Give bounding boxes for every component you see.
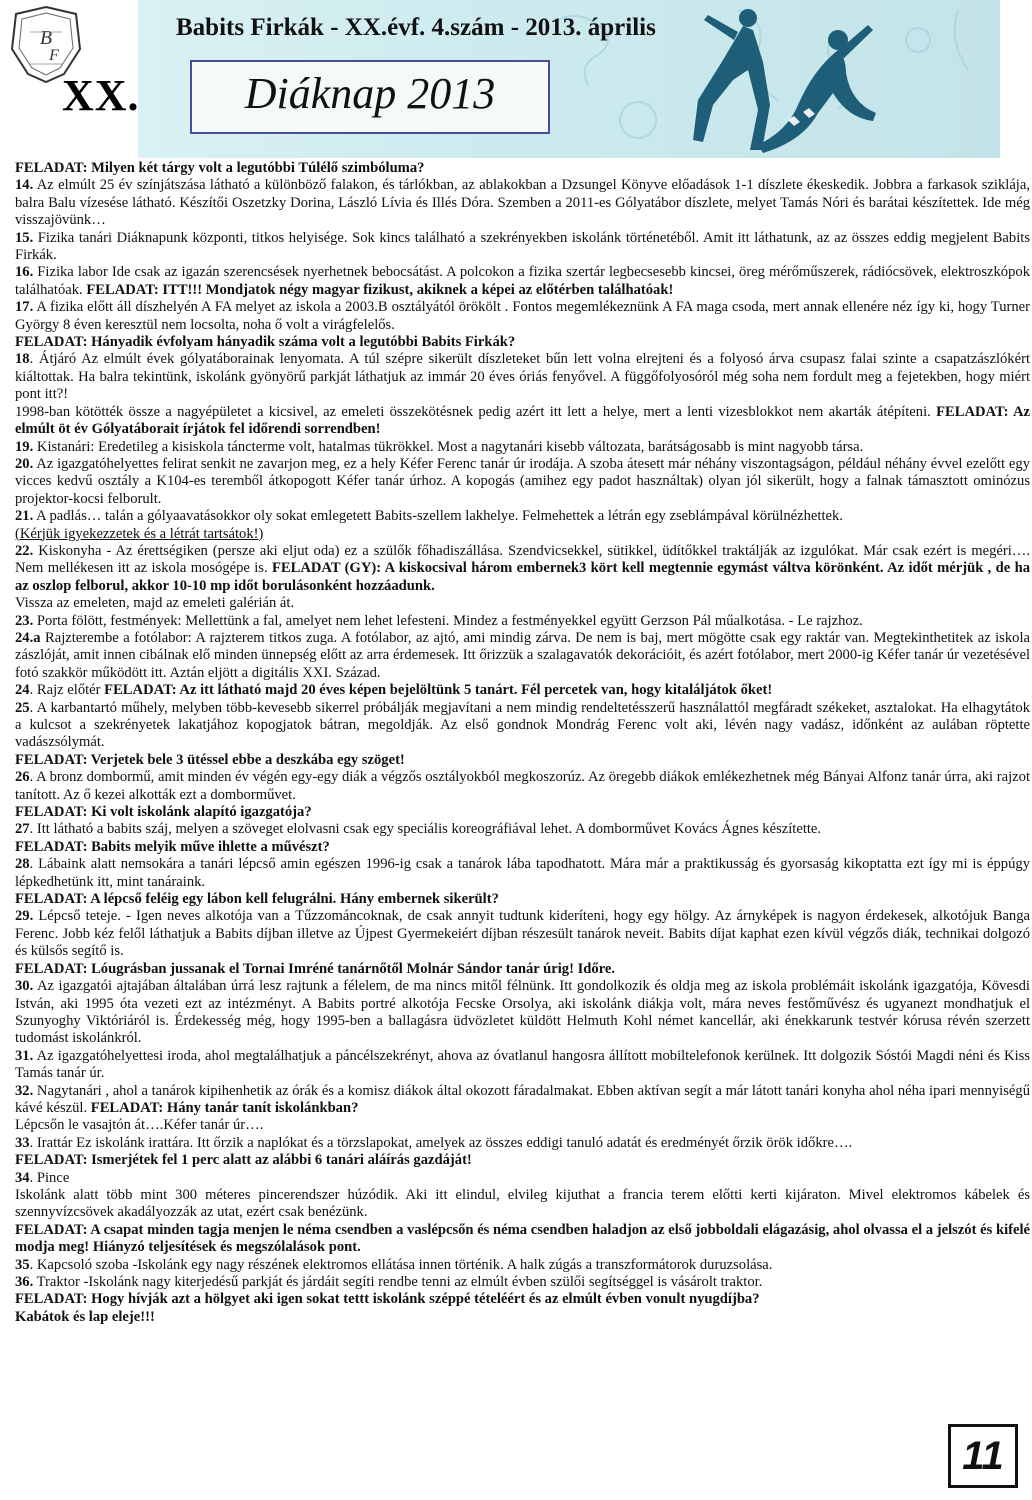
task-text: FELADAT: Hányadik évfolyam hányadik száma volt a legutóbbi Babits Firkák? [15,334,516,351]
paragraph-text: 1998-ban kötötték össze a nagyépületet a kicsivel, az emeleti összekötésnek pedig azért itt lett a helye, mert a lenti vizesblokkot nem akarták átépíteni. [15,403,937,420]
svg-text:F: F [49,47,59,64]
paragraph [15,891,1030,908]
paragraph [15,978,1030,1048]
task-text: FELADAT: Ki volt iskolánk alapító igazgatója? [15,804,312,821]
paragraph [15,804,1030,821]
paragraph [15,351,1030,403]
paragraph [15,961,1030,978]
item-number: 27 [15,821,30,838]
item-number: 30. [15,978,34,995]
article-body [15,160,1030,1326]
paragraph [15,908,1030,960]
paragraph [15,177,1030,229]
item-number: 35 [15,1256,30,1273]
paragraph [15,299,1030,334]
paragraph [15,752,1030,769]
task-text: FELADAT: A lépcső feléig egy lábon kell felugrálni. Hány embernek sikerült? [15,891,499,908]
paragraph-text: Rajzterembe a fotólabor: A rajzterem titkos zuga. A fotólabor, az ajtó, ami mindig zárva. De nem is baj, mert mögötte csak egy raktár van. Megtekinthetitek az iskola zászlóját, amit innen cibálnak elő minden ünnepség előtt az arra érdemesek. Itt őrizzük a szalagavatók dekorációit, és azért fotólabor, mert 2000-ig Kéfer tanár úr vezetésével fotó szakkör működött itt. Aztán eljött a digitális XXI. Század. [15,629,1030,681]
task-text: FELADAT: Lóugrásban jussanak el Tornai Imréné tanárnőtől Molnár Sándor tanár úrig! Időre. [15,960,616,977]
item-number: 26 [15,769,30,786]
paragraph [15,595,1030,612]
paragraph [15,1291,1030,1308]
paragraph-text: Fizika labor Ide csak az igazán szerencsések nyerhetnek bebocsátást. A polcokon a fizika szertár legbecsesebb kincsei, öreg mérőműszerek, rádiócsövek, elektroszkópok találhatóak. [15,264,1030,298]
paragraph [15,456,1030,508]
page-header [0,0,1032,158]
item-number: 17. [15,299,34,316]
item-number: 33 [15,1134,30,1151]
paragraph [15,1222,1030,1257]
item-number: 16. [15,264,34,281]
paragraph-text: . Pince [29,1169,70,1186]
paragraph-text: . Átjáró Az elmúlt évek gólyatáborainak lenyomata. A túl szépre sikerült díszleteket bűn lett volna elrejteni és a folyosó árva csupasz falai szinte a csapatzászlókért kiáltottak. Ha balra tekintünk, iskolánk gyönyörű parkját láthatjuk az immár 20 éves óriás fenyővel. A függőfolyosóról még soha nem fordult meg a fejetekben, hogy miért pont itt?! [15,351,1030,403]
item-number: 14. [15,177,34,194]
task-text: Kabátok és lap eleje!!! [15,1308,155,1325]
page-title: Diáknap 2013 [244,69,496,118]
paragraph [15,700,1030,752]
paragraph-text: Kistanári: Eredetileg a kisiskola táncterme volt, hatalmas tükrökkel. Most a nagytanári kisebb változata, barátságosabb is mint nagyobb társa. [33,438,864,455]
paragraph [15,769,1030,804]
paragraph-text: Iskolánk alatt több mint 300 méteres pincerendszer húzódik. Aki itt elindul, elvileg kijuthat a francia terem előtti kerti kijáraton. Mivel elektromos kábelek és szennyvízcsövek akadályozzák az utat, ezért csak benézünk. [15,1186,1030,1221]
task-text: FELADAT: A csapat minden tagja menjen le néma csendben a vaslépcsőn és néma csendben haladjon az első jobboldali elágazásig, ahol olvassa el a jelszót és kifelé modja meg! Hiányzó teljesítések és megszólalások pont. [15,1221,1030,1256]
task-text: FELADAT: Hogy hívják azt a hölgyet aki igen sokat tettt iskolánk széppé tételéért és az elmúlt évben vonult nyugdíjba? [15,1291,760,1308]
paragraph [15,821,1030,838]
paragraph [15,334,1030,351]
paragraph-text: Vissza az emeleten, majd az emeleti galérián át. [15,595,295,612]
item-number: 34 [15,1169,30,1186]
task-text: FELADAT (GY): A kiskocsival három embernek3 kört kell megtennie egymást váltva körönként. Az időt mérjük , de ha az oszlop felborul, akkor 10-10 mp időt borulásonként hozzáadunk. [15,560,1030,594]
underlined-note: (Kérjük igyekezzetek és a létrát tartsátok!) [15,525,264,542]
paragraph [15,404,1030,439]
paragraph [15,543,1030,595]
paragraph-text: . Itt látható a babits száj, melyen a szöveget elolvasni csak egy speciális koreográfiával lehet. A domborművet Kovács Ágnes készítette. [29,821,822,838]
item-number: 15. [15,229,34,246]
task-text: FELADAT: Milyen két tárgy volt a legutóbbi Túlélő szimbóluma? [15,160,425,176]
paragraph [15,439,1030,456]
paragraph [15,839,1030,856]
paragraph [15,1048,1030,1083]
paragraph [15,1117,1030,1134]
task-text: FELADAT: Az elmúlt öt év Gólyatáborait írjátok fel időrendi sorrendben! [15,403,1030,438]
paragraph-text: . A bronz dombormű, amit minden év végén egy-egy diák a végzős osztályokból megkoszorúz. Az öregebb diákok emlékezhetnek még Bányai Alfonz tanár úrra, aki rajzot tanított. Az ő kezei alkották ezt a domborművet. [15,769,1030,803]
item-number: 28 [15,856,30,873]
item-number: 29. [15,908,34,925]
task-text: FELADAT: Az itt látható majd 20 éves képen bejelöltünk 5 tanárt. Fél percetek van, hogy kitaláljátok őket! [104,682,773,699]
paragraph [15,1135,1030,1152]
item-number: 23. [15,612,34,629]
paragraph-text: . Irattár Ez iskolánk irattára. Itt őrzik a naplókat és a törzslapokat, amelyek az összes eddigi tanuló adatát és eredményét őrzik örök időkre…. [29,1134,853,1151]
task-text: FELADAT: ITT!!! Mondjatok négy magyar fizikust, akiknek a képei az előtérben találhatóak! [86,281,674,298]
paragraph-text: Porta fölött, festmények: Mellettünk a fal, amelyet nem lehet lefesteni. Mindez a festményekkel együtt Gerzson Pál műalkotása. - Le rajzhoz. [33,612,863,629]
paragraph [15,613,1030,630]
item-number: 24.a [15,629,41,646]
paragraph [15,1309,1030,1326]
paragraph-text: . Rajz előtér [29,682,105,699]
item-number: 32. [15,1082,34,1099]
paragraph-text: . Kapcsoló szoba -Iskolánk egy nagy részének elektromos ellátása innen történik. A halk zúgás a transzformátorok duruzsolása. [29,1256,773,1273]
paragraph [15,1152,1030,1169]
paragraph [15,264,1030,299]
paragraph [15,1187,1030,1222]
paragraph [15,1083,1030,1118]
item-number: 19. [15,438,34,455]
paragraph [15,160,1030,177]
paragraph [15,682,1030,699]
task-text: FELADAT: Babits melyik műve ihlette a művészt? [15,838,330,855]
paragraph-text: Az igazgatóhelyettesi iroda, ahol megtalálhatjuk a páncélszekrényt, ahova az óvatlanul hangosra állított mobiltelefonok kerülnek. Itt dolgozik Sóstói Magdi néni és Kiss Tamás tanár úr. [15,1047,1030,1082]
item-number: 24 [15,682,30,699]
page-number: 11 [948,1424,1018,1488]
paragraph-text: A padlás… talán a gólyaavatásokkor oly sokat emlegetett Babits-szellem lakhelye. Felmehettek a létrán egy zseblámpával körülnézhettek. [33,508,843,525]
item-number: 36. [15,1274,34,1290]
paragraph-text: Kiskonyha - Az érettségiken (persze aki eljut oda) ez a szülők főhadiszállása. Szendvicsekkel, sütikkel, üdítőkkel traktálják az izgulókat. Már csak ezért is megéri…. Nem mellékesen itt az iskola mosógépe is. [15,542,1030,577]
publication-title: Babits Firkák - XX.évf. 4.szám - 2013. április [176,14,656,41]
paragraph-text: Az igazgatóhelyettes felirat senkit ne zavarjon meg, ez a hely Kéfer Ferenc tanár úr irodája. A szoba átesett már néhány viszontagságon, például néhány évvel ezelőtt egy vicces kedvű osztály a K104-es teremből átkopogott Kéfer tanár úrhoz. A kopogás (amihez egy padot használtak) olyan jól sikerült, hogy a falnak támasztott ominózus projektor-kocsi felborult. [15,455,1030,507]
paragraph [15,1257,1030,1274]
paragraph-text: Lépcső teteje. - Igen neves alkotója van a Tűzzománcoknak, de csak annyit tudtunk kideríteni, hogy egy hölgy. Az árnyképek is nagyon érdekesek, alkotójuk Banga Ferenc. Jobb kéz felől láthatjuk a Babits díjban illetve az Újpest Gyermekeiért díjban részesült tanárok neveit. Babits díjat kaphat ezen kívül végzős diák, technikai dolgozó és külsős segítő is. [15,908,1030,960]
svg-text:B: B [39,27,53,49]
item-number: 22. [15,542,34,559]
volume-mark: XX. [62,71,140,120]
item-number: 25 [15,699,30,716]
item-number: 31. [15,1047,34,1064]
title-box [190,60,550,134]
task-text: FELADAT: Hány tanár tanít iskolánkban? [90,1099,359,1116]
task-text: FELADAT: Ismerjétek fel 1 perc alatt az alábbi 6 tanári aláírás gazdáját! [15,1152,472,1169]
paragraph-text: A fizika előtt áll díszhelyén A FA melyet az iskola a 2003.B osztályától örökölt . Fontos megemlékeznünk A FA maga csoda, mert annak ellenére néz így ki, hogy Turner György 8 éven keresztül nem locsolta, noha ő volt a virágfelelős. [15,299,1030,333]
paragraph [15,1170,1030,1187]
paragraph-text: Az igazgatói ajtajában általában úrrá lesz rajtunk a félelem, de ma nincs mitől félnünk. Itt gondolkozik és oldja meg az iskola problémáit iskolánk igazgatója, Kövesdi István, aki 1995 óta vezeti ezt az intézményt. A Babits portré alkotója Fecske Orsolya, aki iskolánk diákja volt, mára neves festőművész és ugyanezt mondhatjuk el Szunyoghy Viktóriáról is. Érdekesség még, hogy 1995-ben a ballagásra üdvözletet küldött Helmuth Kohl német kancellár, aki énekkarunk testvér kórusa révén szerzett tudomást iskolánkról. [15,978,1030,1047]
paragraph-text: Lépcsőn le vasajtón át….Kéfer tanár úr…. [15,1117,264,1134]
paragraph [15,630,1030,682]
item-number: 20. [15,455,34,472]
task-text: FELADAT: Verjetek bele 3 ütéssel ebbe a deszkába egy szöget! [15,751,405,768]
paragraph-text: Nagytanári , ahol a tanárok kipihenhetik az órák és a komisz diákok által okozott fáradalmakat. Ebben aktívan segít a már látott tanári konyha ahol néha ipari mennyiségű kávé készül. [15,1082,1030,1116]
paragraph-text: . Lábaink alatt nemsokára a tanári lépcső amin egészen 1996-ig csak a tanárok lába tapodhatott. Mára már a praktikusság és gyorsaság kikoptatta ezt így mi is éppúgy lépkedhetünk itt, mint tanáraink. [15,856,1030,890]
paragraph-text: Traktor -Iskolánk nagy kiterjedésű parkját és járdáit segíti rendbe tenni az elmúlt évben szülői segítséggel is vásárolt traktor. [33,1274,763,1290]
paragraph [15,856,1030,891]
paragraph [15,526,1030,543]
paragraph [15,1274,1030,1291]
paragraph-text: Fizika tanári Diáknapunk központi, titkos helyisége. Sok kincs található a szekrényekben iskolánk történetéből. Amit itt láthatunk, az az összes eddig megjelent Babits Firkák. [15,229,1030,264]
paragraph-text: Az elmúlt 25 év színjátszása látható a különböző falakon, és tárlókban, az ablakokban a Dzsungel Könyve előadások 1-1 díszlete ékeskedik. Jobbra a farkasok sziklája, balra Balu vízesése látható. Készítői Oszetzky Dorina, László Lívia és Illés Dóra. Szemben a 2011-es Gólyatábor díszlete, melyet Tamás Nóri és barátai készítettek. Ide még visszajövünk… [15,177,1030,229]
paragraph [15,508,1030,525]
paragraph-text: . A karbantartó műhely, melyben több-kevesebb sikerrel próbálják megjavítani a nem mindig rendeltetésszerű használattól megfáradt székeket, asztalokat. Ha elhagytátok a kulcsot a szekrényetek lakatjához kopogjatok bátran, megoldják. Az első gondnok Mondrág Ferenc volt aki, lévén nagy vadász, időnként az aulában röptette vadászsólymát. [15,699,1030,751]
item-number: 18 [15,351,30,368]
item-number: 21. [15,508,34,525]
paragraph [15,230,1030,265]
